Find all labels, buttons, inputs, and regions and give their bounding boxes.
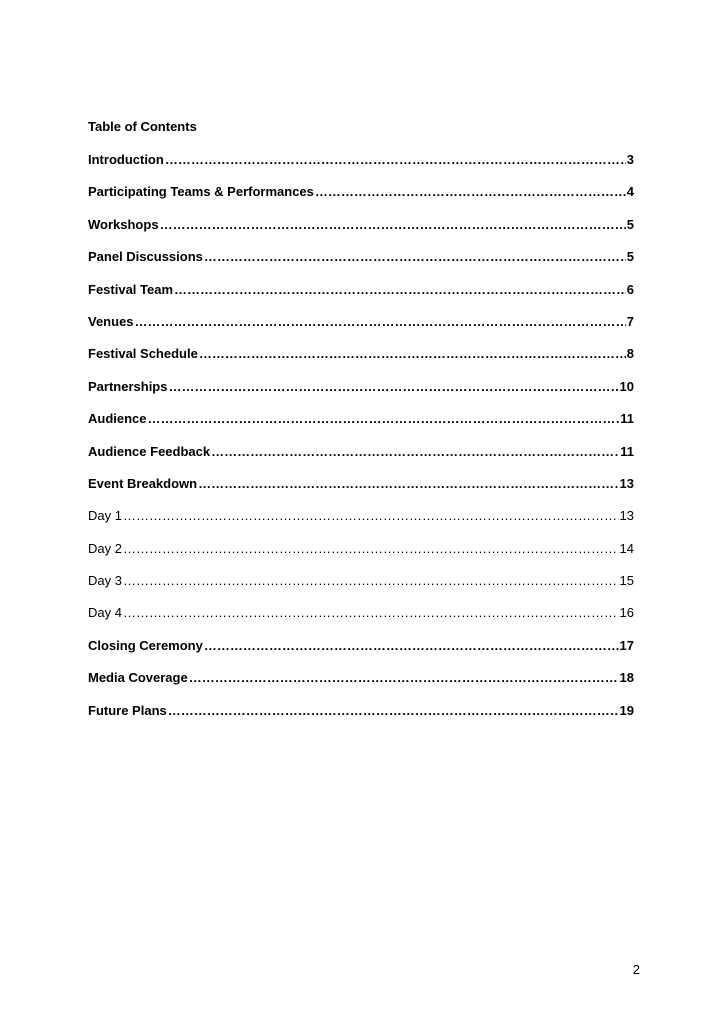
toc-entry-label: Closing Ceremony	[88, 637, 203, 653]
toc-entry-label: Day 3	[88, 573, 122, 589]
toc-entry-page: 13	[619, 475, 634, 491]
toc-entry-page: 16	[619, 605, 634, 621]
toc-leader-dots	[123, 605, 619, 621]
toc-entry-page: 3	[626, 152, 634, 167]
toc-leader-dots	[168, 379, 618, 395]
toc-entry-label: Day 1	[88, 508, 122, 524]
toc-leader-dots	[174, 282, 626, 298]
toc-entry-workshops[interactable]	[88, 217, 634, 249]
toc-leader-dots	[148, 411, 620, 427]
toc-entry-label: Introduction	[88, 152, 164, 167]
toc-entry-page: 5	[626, 249, 634, 265]
toc-entry-page: 7	[626, 313, 634, 329]
toc-entry-label: Audience Feedback	[88, 443, 211, 459]
toc-entry-venues[interactable]	[88, 314, 634, 346]
toc-entry-page: 18	[619, 670, 634, 686]
toc-entry-page: 14	[619, 540, 634, 556]
toc-entry-page: 4	[626, 184, 634, 200]
toc-entry-page: 8	[626, 346, 634, 362]
toc-entry-label: Day 4	[88, 605, 122, 621]
toc-entry-label: Festival Schedule	[88, 346, 198, 362]
toc-entry-closing-ceremony[interactable]	[88, 638, 634, 670]
toc-entry-label: Venues	[88, 313, 134, 329]
toc-entry-day-4[interactable]	[88, 605, 634, 637]
toc-entry-day-1[interactable]	[88, 508, 634, 540]
toc-entry-panel-discussions[interactable]	[88, 249, 634, 281]
table-of-contents-list	[88, 152, 634, 735]
toc-entry-label: Partnerships	[88, 378, 168, 394]
toc-entry-media-coverage[interactable]	[88, 670, 634, 702]
toc-leader-dots	[123, 541, 619, 557]
toc-leader-dots	[160, 217, 626, 233]
toc-entry-page: 5	[626, 216, 634, 232]
toc-leader-dots	[123, 573, 619, 589]
toc-leader-dots	[315, 184, 626, 200]
toc-entry-label: Event Breakdown	[88, 475, 198, 491]
toc-leader-dots	[198, 476, 618, 492]
toc-entry-page: 13	[619, 508, 634, 524]
toc-leader-dots	[211, 444, 619, 460]
toc-entry-audience[interactable]	[88, 411, 634, 443]
toc-leader-dots	[168, 703, 619, 719]
toc-leader-dots	[165, 152, 626, 168]
toc-entry-day-3[interactable]	[88, 573, 634, 605]
toc-leader-dots	[189, 670, 619, 686]
toc-entry-day-2[interactable]	[88, 541, 634, 573]
toc-entry-future-plans[interactable]	[88, 703, 634, 735]
toc-entry-page: 19	[619, 702, 634, 718]
page-number: 2	[632, 962, 640, 977]
toc-entry-page: 11	[620, 443, 634, 459]
toc-entry-label: Festival Team	[88, 281, 174, 297]
toc-entry-page: 15	[619, 573, 634, 589]
toc-entry-introduction[interactable]	[88, 152, 634, 184]
toc-entry-festival-team[interactable]	[88, 282, 634, 314]
toc-entry-label: Future Plans	[88, 702, 167, 718]
toc-entry-label: Day 2	[88, 540, 122, 556]
toc-entry-label: Panel Discussions	[88, 249, 203, 265]
toc-entry-page: 11	[620, 411, 634, 427]
toc-entry-label: Workshops	[88, 216, 159, 232]
page-title: Table of Contents	[88, 119, 197, 134]
toc-entry-participating-teams[interactable]	[88, 184, 634, 216]
toc-entry-audience-feedback[interactable]	[88, 444, 634, 476]
toc-entry-page: 6	[626, 281, 634, 297]
toc-leader-dots	[199, 346, 626, 362]
toc-leader-dots	[204, 638, 619, 654]
toc-entry-label: Audience	[88, 411, 147, 427]
toc-entry-partnerships[interactable]	[88, 379, 634, 411]
toc-leader-dots	[135, 314, 626, 330]
toc-entry-page: 10	[619, 378, 634, 394]
toc-entry-event-breakdown[interactable]	[88, 476, 634, 508]
toc-entry-festival-schedule[interactable]	[88, 346, 634, 378]
toc-entry-label: Participating Teams & Performances	[88, 184, 314, 200]
toc-entry-page: 17	[619, 637, 634, 653]
toc-entry-label: Media Coverage	[88, 670, 188, 686]
toc-leader-dots	[204, 249, 626, 265]
toc-leader-dots	[123, 508, 619, 524]
